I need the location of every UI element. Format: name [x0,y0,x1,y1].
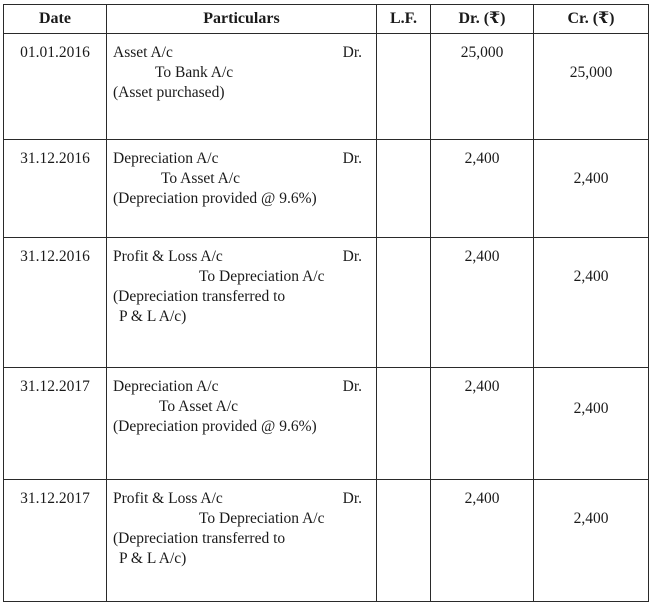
entry-cr-amount: 2,400 [534,368,649,480]
table-row [4,368,649,480]
journal-entries-table [3,4,648,567]
credit-account: To Depreciation A/c [199,510,325,527]
table-row [4,238,649,368]
narration: (Depreciation transferred to [113,530,286,547]
header-cr: Cr. (₹) [534,5,649,34]
entry-dr-amount: 2,400 [431,368,534,480]
entry-cr-amount: 2,400 [534,238,649,368]
debit-account: Depreciation A/c [113,378,219,395]
entry-particulars [107,368,377,480]
credit-account: To Asset A/c [161,170,240,187]
journal-table [3,4,649,602]
entry-cr-amount: 25,000 [534,34,649,140]
dr-marker: Dr. [342,490,362,507]
entry-dr-amount: 2,400 [431,140,534,238]
entry-particulars [107,480,377,602]
entry-date: 31.12.2017 [4,368,107,480]
entry-particulars [107,34,377,140]
debit-account: Profit & Loss A/c [113,490,223,507]
entry-lf [377,368,431,480]
entry-date: 31.12.2016 [4,140,107,238]
debit-account: Depreciation A/c [113,150,219,167]
credit-account: To Bank A/c [155,64,234,81]
entry-date: 31.12.2016 [4,238,107,368]
entry-date: 01.01.2016 [4,34,107,140]
header-particulars: Particulars [107,5,377,34]
table-row [4,140,649,238]
narration: (Asset purchased) [113,84,225,101]
narration-continued: P & L A/c) [119,308,187,325]
entry-cr-amount: 2,400 [534,480,649,602]
credit-account: To Depreciation A/c [199,268,325,285]
entry-lf [377,34,431,140]
header-row [4,5,649,34]
dr-marker: Dr. [342,248,362,265]
narration-continued: P & L A/c) [119,550,187,567]
header-dr: Dr. (₹) [431,5,534,34]
header-lf: L.F. [377,5,431,34]
entry-lf [377,480,431,602]
header-date: Date [4,5,107,34]
entry-dr-amount: 2,400 [431,480,534,602]
debit-account: Profit & Loss A/c [113,248,223,265]
narration: (Depreciation provided @ 9.6%) [113,190,317,207]
entry-particulars [107,238,377,368]
table-row [4,34,649,140]
entry-cr-amount: 2,400 [534,140,649,238]
debit-account: Asset A/c [113,44,173,61]
narration: (Depreciation provided @ 9.6%) [113,418,317,435]
entry-dr-amount: 2,400 [431,238,534,368]
entry-lf [377,238,431,368]
narration: (Depreciation transferred to [113,288,286,305]
entry-lf [377,140,431,238]
entry-dr-amount: 25,000 [431,34,534,140]
credit-account: To Asset A/c [159,398,238,415]
dr-marker: Dr. [342,44,362,61]
entry-particulars [107,140,377,238]
entry-date: 31.12.2017 [4,480,107,602]
dr-marker: Dr. [342,150,362,167]
table-row [4,480,649,602]
dr-marker: Dr. [342,378,362,395]
